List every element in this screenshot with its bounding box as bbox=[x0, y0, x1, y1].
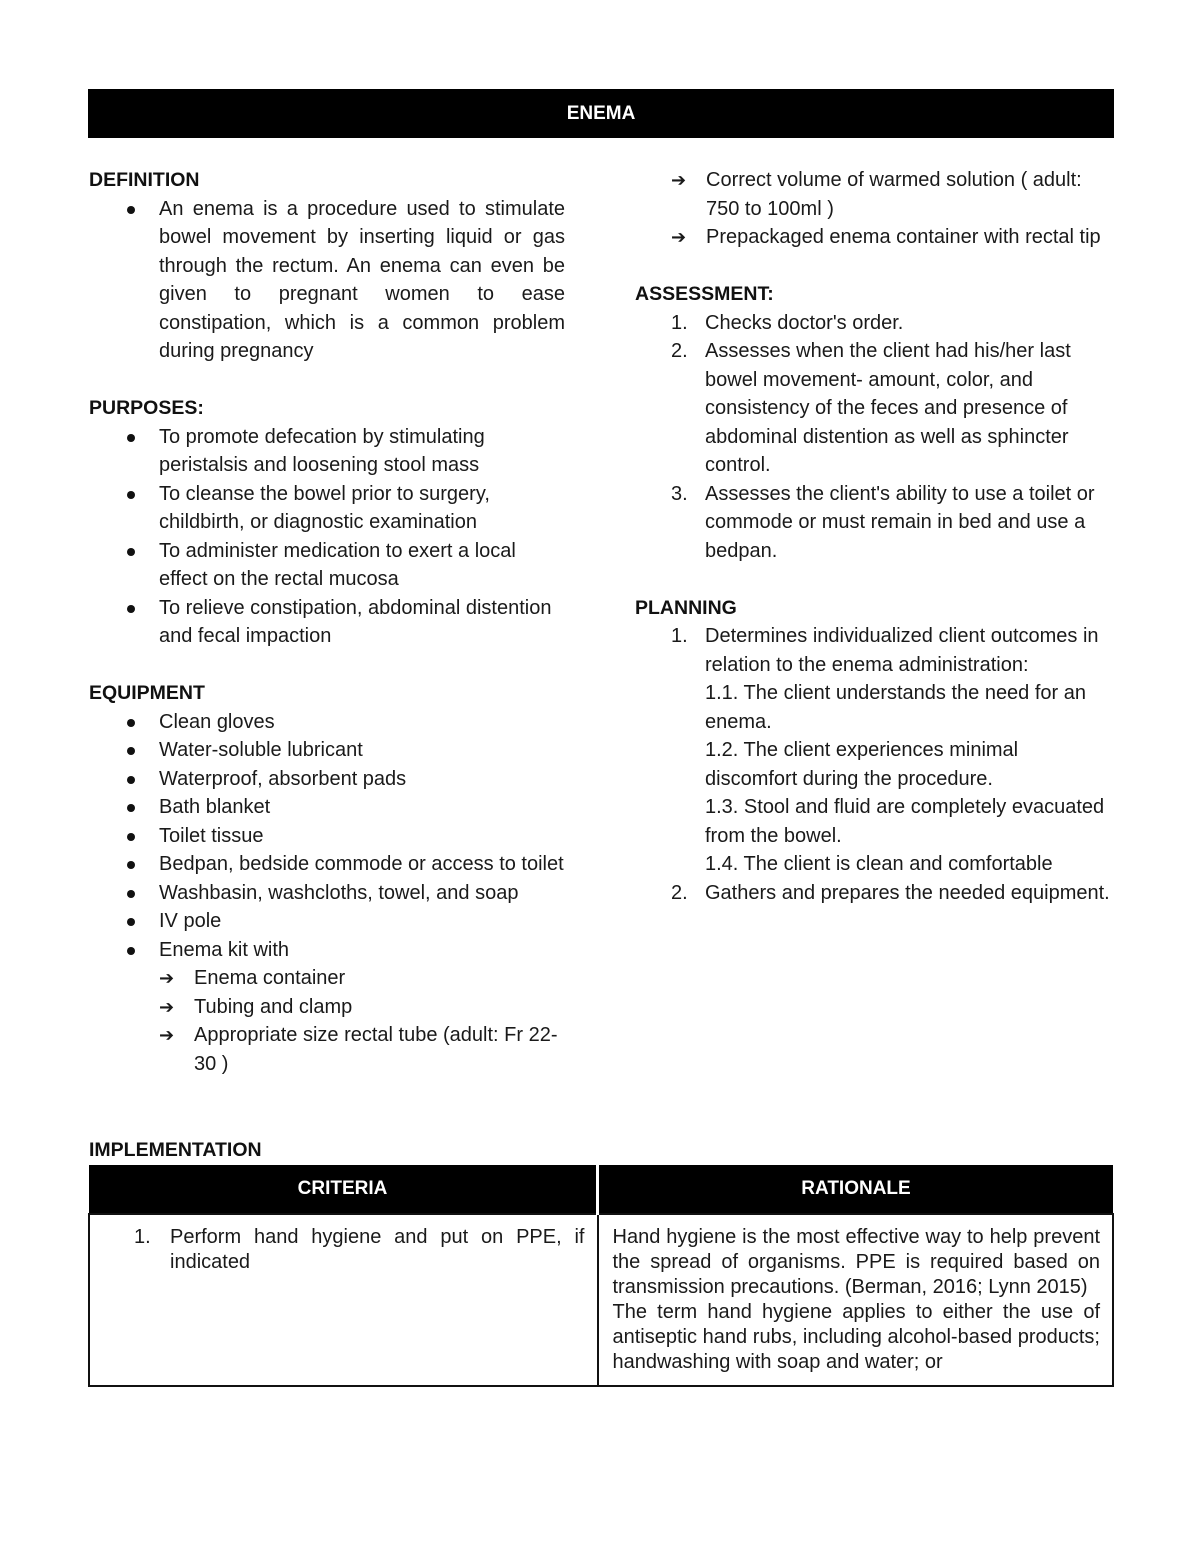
kit-item-text: Tubing and clamp bbox=[194, 995, 353, 1018]
planning-sub-item: 1.2. The client experiences minimal discomfort during the procedure. bbox=[705, 739, 1019, 790]
criteria-text: Perform hand hygiene and put on PPE, if indicated bbox=[170, 1226, 585, 1273]
list-item bbox=[635, 337, 1113, 480]
list-item: Washbasin, washcloths, towel, and soap bbox=[89, 879, 565, 908]
right-column bbox=[635, 166, 1113, 936]
list-number: 1. bbox=[134, 1226, 151, 1248]
list-number: 2. bbox=[671, 340, 688, 362]
list-item bbox=[635, 622, 1113, 879]
list-item: To promote defecation by stimulating peristalsis and loosening stool mass bbox=[89, 423, 565, 480]
assessment-heading: ASSESSMENT: bbox=[635, 283, 774, 305]
kit-item-text: Correct volume of warmed solution ( adult: 750 to 100ml ) bbox=[706, 169, 1082, 220]
list-item bbox=[635, 309, 1113, 338]
list-item bbox=[159, 993, 565, 1022]
equipment-section bbox=[89, 679, 565, 1078]
list-item bbox=[635, 480, 1113, 566]
list-item: Bedpan, bedside commode or access to toilet bbox=[89, 850, 565, 879]
planning-heading: PLANNING bbox=[635, 596, 737, 619]
rationale-column-header: RATIONALE bbox=[598, 1165, 1114, 1214]
list-number: 2. bbox=[671, 881, 688, 904]
list-item: To cleanse the bowel prior to surgery, childbirth, or diagnostic examination bbox=[89, 480, 565, 537]
kit-continued-section bbox=[635, 166, 1113, 252]
arrow-right-icon: ➔ bbox=[159, 968, 175, 988]
enema-kit-list bbox=[159, 964, 565, 1078]
equipment-heading: EQUIPMENT bbox=[89, 682, 205, 704]
criteria-item bbox=[90, 1225, 585, 1275]
purposes-heading: PURPOSES: bbox=[89, 397, 204, 419]
list-number: 1. bbox=[671, 311, 688, 334]
assessment-list bbox=[635, 309, 1113, 566]
arrow-right-icon: ➔ bbox=[159, 1025, 175, 1045]
planning-list bbox=[635, 622, 1113, 907]
planning-sub-item: 1.4. The client is clean and comfortable bbox=[705, 853, 1053, 875]
list-item-text: Gathers and prepares the needed equipment. bbox=[705, 881, 1110, 904]
list-item-text: Determines individualized client outcomes in relation to the enema administration: bbox=[705, 625, 1099, 676]
list-item: An enema is a procedure used to stimulate bowel movement by inserting liquid or gas through the rectum. An enema can even be given to pregnant women to ease constipation, which is a common problem during pregnancy bbox=[89, 195, 565, 366]
page-title: ENEMA bbox=[566, 102, 636, 124]
list-item: To relieve constipation, abdominal distention and fecal impaction bbox=[89, 594, 565, 651]
list-number: 3. bbox=[671, 482, 688, 505]
list-item: To administer medication to exert a local effect on the rectal mucosa bbox=[89, 537, 565, 594]
criteria-column-header: CRITERIA bbox=[89, 1165, 598, 1214]
rationale-paragraph: Hand hygiene is the most effective way to help prevent the spread of organisms. PPE is required based on transmission precautions. (Berman, 2016; Lynn 2015) bbox=[612, 1226, 1100, 1298]
kit-item-text: Appropriate size rectal tube (adult: Fr 22-30 ) bbox=[194, 1024, 558, 1075]
left-column bbox=[89, 166, 565, 1107]
implementation-heading: IMPLEMENTATION bbox=[89, 1139, 262, 1161]
implementation-table bbox=[88, 1165, 1114, 1387]
enema-kit-label: Enema kit with bbox=[159, 938, 290, 961]
page-title-bar bbox=[88, 89, 1114, 138]
purposes-list bbox=[89, 423, 565, 651]
enema-kit-list-continued bbox=[635, 166, 1113, 252]
list-item bbox=[600, 223, 1113, 252]
list-item bbox=[89, 936, 565, 1079]
rationale-cell bbox=[598, 1214, 1114, 1386]
list-item: Bath blanket bbox=[89, 793, 565, 822]
definition-list bbox=[89, 195, 565, 366]
list-item bbox=[159, 964, 565, 993]
arrow-right-icon: ➔ bbox=[671, 227, 687, 247]
list-item bbox=[600, 166, 1113, 223]
list-item bbox=[635, 879, 1113, 908]
list-item bbox=[159, 1021, 565, 1078]
table-row bbox=[89, 1214, 1113, 1386]
list-item: Toilet tissue bbox=[89, 822, 565, 851]
planning-sub-item: 1.1. The client understands the need for an enema. bbox=[705, 682, 1087, 733]
list-item-text: Assesses the client's ability to use a toilet or commode or must remain in bed and use a bedpan. bbox=[705, 482, 1095, 562]
list-item-text: Assesses when the client had his/her last bowel movement- amount, color, and consistency of the feces and presence of abdominal distention as well as sphincter control. bbox=[705, 340, 1071, 476]
purposes-section bbox=[89, 394, 565, 651]
assessment-section bbox=[635, 280, 1113, 565]
criteria-cell bbox=[89, 1214, 598, 1386]
list-number: 1. bbox=[671, 625, 688, 647]
equipment-list bbox=[89, 708, 565, 1079]
rationale-paragraph: The term hand hygiene applies to either the use of antiseptic hand rubs, including alcohol-based products; handwashing with soap and water; or bbox=[612, 1301, 1100, 1373]
kit-item-text: Enema container bbox=[194, 967, 346, 989]
planning-sub-item: 1.3. Stool and fluid are completely evacuated from the bowel. bbox=[705, 796, 1105, 847]
list-item: Water-soluble lubricant bbox=[89, 736, 565, 765]
list-item: Clean gloves bbox=[89, 708, 565, 737]
list-item: Waterproof, absorbent pads bbox=[89, 765, 565, 794]
table-header-row bbox=[89, 1165, 1113, 1214]
planning-section bbox=[635, 594, 1113, 908]
list-item-text: Checks doctor's order. bbox=[705, 311, 904, 334]
arrow-right-icon: ➔ bbox=[159, 996, 175, 1017]
arrow-right-icon: ➔ bbox=[671, 170, 687, 190]
definition-section bbox=[89, 166, 565, 366]
list-item: IV pole bbox=[89, 907, 565, 936]
definition-heading: DEFINITION bbox=[89, 169, 200, 191]
kit-item-text: Prepackaged enema container with rectal tip bbox=[706, 226, 1101, 248]
